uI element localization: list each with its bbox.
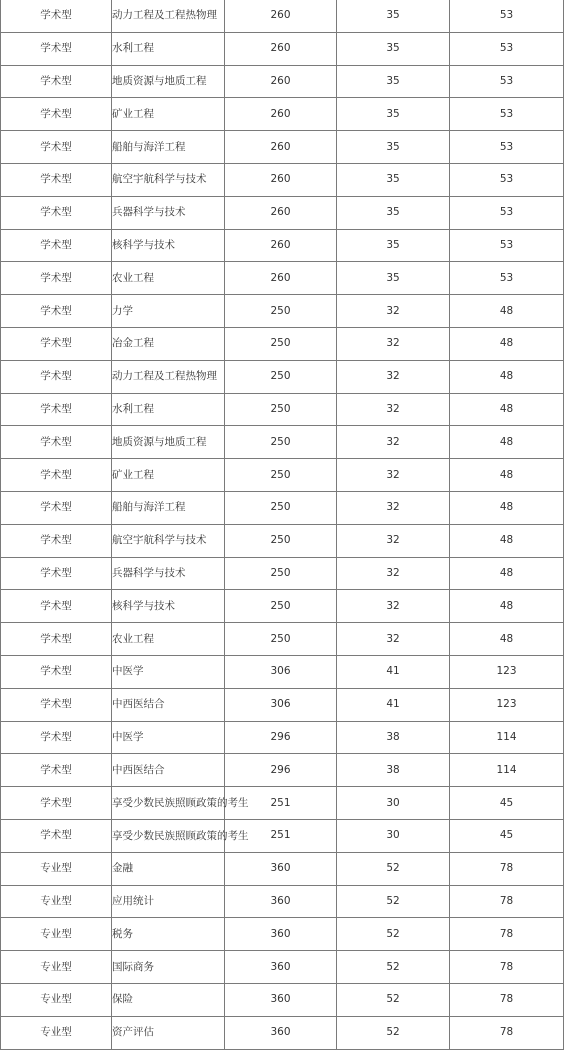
single-subject-100-cell: 35 <box>337 32 450 65</box>
single-subject-150-cell: 48 <box>450 393 564 426</box>
major-name-cell: 水利工程 <box>112 393 225 426</box>
total-score-cell: 360 <box>225 983 337 1016</box>
table-body <box>1 0 564 1049</box>
table-row <box>1 1016 564 1049</box>
major-name-cell: 动力工程及工程热物理 <box>112 360 225 393</box>
degree-type-cell: 学术型 <box>1 623 112 656</box>
major-name-cell: 兵器科学与技术 <box>112 196 225 229</box>
degree-type-cell: 学术型 <box>1 360 112 393</box>
total-score-cell: 260 <box>225 98 337 131</box>
single-subject-150-cell: 48 <box>450 327 564 360</box>
single-subject-150-cell: 45 <box>450 819 564 852</box>
degree-type-cell: 学术型 <box>1 32 112 65</box>
table-row <box>1 426 564 459</box>
degree-type-cell: 学术型 <box>1 295 112 328</box>
table-row <box>1 491 564 524</box>
table-row <box>1 754 564 787</box>
single-subject-100-cell: 35 <box>337 0 450 32</box>
total-score-cell: 250 <box>225 590 337 623</box>
total-score-cell: 250 <box>225 524 337 557</box>
total-score-cell: 260 <box>225 65 337 98</box>
total-score-cell: 250 <box>225 393 337 426</box>
single-subject-100-cell: 32 <box>337 327 450 360</box>
single-subject-100-cell: 41 <box>337 655 450 688</box>
major-name-cell: 税务 <box>112 918 225 951</box>
single-subject-150-cell: 48 <box>450 491 564 524</box>
single-subject-100-cell: 35 <box>337 98 450 131</box>
total-score-cell: 260 <box>225 131 337 164</box>
major-name-cell: 力学 <box>112 295 225 328</box>
total-score-cell: 250 <box>225 426 337 459</box>
total-score-cell: 260 <box>225 196 337 229</box>
degree-type-cell: 学术型 <box>1 393 112 426</box>
single-subject-100-cell: 52 <box>337 852 450 885</box>
degree-type-cell: 学术型 <box>1 787 112 820</box>
major-name-cell: 船舶与海洋工程 <box>112 491 225 524</box>
single-subject-100-cell: 32 <box>337 524 450 557</box>
single-subject-100-cell: 35 <box>337 262 450 295</box>
total-score-cell: 250 <box>225 623 337 656</box>
total-score-cell: 306 <box>225 688 337 721</box>
single-subject-150-cell: 48 <box>450 524 564 557</box>
major-name-cell: 船舶与海洋工程 <box>112 131 225 164</box>
degree-type-cell: 学术型 <box>1 229 112 262</box>
total-score-cell: 250 <box>225 459 337 492</box>
single-subject-150-cell: 53 <box>450 229 564 262</box>
major-name-cell: 航空宇航科学与技术 <box>112 163 225 196</box>
single-subject-100-cell: 32 <box>337 491 450 524</box>
single-subject-100-cell: 35 <box>337 131 450 164</box>
single-subject-100-cell: 35 <box>337 196 450 229</box>
total-score-cell: 250 <box>225 557 337 590</box>
major-name-cell: 中医学 <box>112 721 225 754</box>
table-row <box>1 655 564 688</box>
degree-type-cell: 学术型 <box>1 327 112 360</box>
total-score-cell: 260 <box>225 262 337 295</box>
single-subject-100-cell: 32 <box>337 459 450 492</box>
degree-type-cell: 学术型 <box>1 459 112 492</box>
major-name-cell: 水利工程 <box>112 32 225 65</box>
single-subject-100-cell: 35 <box>337 163 450 196</box>
single-subject-100-cell: 32 <box>337 623 450 656</box>
major-name-cell: 中西医结合 <box>112 754 225 787</box>
single-subject-100-cell: 52 <box>337 885 450 918</box>
single-subject-150-cell: 78 <box>450 1016 564 1049</box>
single-subject-150-cell: 78 <box>450 885 564 918</box>
table-row <box>1 885 564 918</box>
table-row <box>1 360 564 393</box>
degree-type-cell: 学术型 <box>1 491 112 524</box>
major-name-cell: 地质资源与地质工程 <box>112 426 225 459</box>
degree-type-cell: 学术型 <box>1 721 112 754</box>
degree-type-cell: 学术型 <box>1 688 112 721</box>
degree-type-cell: 学术型 <box>1 819 112 852</box>
table-row <box>1 262 564 295</box>
total-score-cell: 250 <box>225 360 337 393</box>
single-subject-150-cell: 53 <box>450 65 564 98</box>
single-subject-150-cell: 53 <box>450 163 564 196</box>
total-score-cell: 360 <box>225 1016 337 1049</box>
single-subject-150-cell: 78 <box>450 918 564 951</box>
single-subject-150-cell: 78 <box>450 852 564 885</box>
table-row <box>1 852 564 885</box>
degree-type-cell: 专业型 <box>1 852 112 885</box>
major-name-cell: 地质资源与地质工程 <box>112 65 225 98</box>
table-row <box>1 623 564 656</box>
single-subject-150-cell: 53 <box>450 32 564 65</box>
total-score-cell: 260 <box>225 0 337 32</box>
single-subject-100-cell: 38 <box>337 754 450 787</box>
major-name-cell: 核科学与技术 <box>112 229 225 262</box>
major-name-cell: 中西医结合 <box>112 688 225 721</box>
single-subject-150-cell: 123 <box>450 688 564 721</box>
single-subject-100-cell: 30 <box>337 819 450 852</box>
table-row <box>1 524 564 557</box>
major-name-cell: 资产评估 <box>112 1016 225 1049</box>
single-subject-100-cell: 41 <box>337 688 450 721</box>
single-subject-150-cell: 48 <box>450 623 564 656</box>
total-score-cell: 251 <box>225 819 337 852</box>
table-row <box>1 557 564 590</box>
total-score-cell: 260 <box>225 163 337 196</box>
major-name-cell: 核科学与技术 <box>112 590 225 623</box>
major-name-cell: 农业工程 <box>112 623 225 656</box>
total-score-cell: 250 <box>225 327 337 360</box>
major-name-cell: 保险 <box>112 983 225 1016</box>
degree-type-cell: 专业型 <box>1 1016 112 1049</box>
major-name-cell: 中医学 <box>112 655 225 688</box>
major-name-cell: 矿业工程 <box>112 98 225 131</box>
major-name-cell: 农业工程 <box>112 262 225 295</box>
table-row <box>1 393 564 426</box>
total-score-cell: 306 <box>225 655 337 688</box>
single-subject-150-cell: 48 <box>450 590 564 623</box>
total-score-cell: 360 <box>225 885 337 918</box>
single-subject-150-cell: 78 <box>450 983 564 1016</box>
table-row <box>1 65 564 98</box>
degree-type-cell: 学术型 <box>1 163 112 196</box>
single-subject-100-cell: 32 <box>337 590 450 623</box>
single-subject-150-cell: 48 <box>450 459 564 492</box>
single-subject-150-cell: 48 <box>450 295 564 328</box>
single-subject-150-cell: 48 <box>450 360 564 393</box>
single-subject-100-cell: 52 <box>337 983 450 1016</box>
single-subject-150-cell: 114 <box>450 721 564 754</box>
total-score-cell: 360 <box>225 918 337 951</box>
total-score-cell: 251 <box>225 787 337 820</box>
single-subject-150-cell: 53 <box>450 98 564 131</box>
total-score-cell: 296 <box>225 754 337 787</box>
degree-type-cell: 学术型 <box>1 524 112 557</box>
degree-type-cell: 学术型 <box>1 754 112 787</box>
degree-type-cell: 学术型 <box>1 262 112 295</box>
degree-type-cell: 学术型 <box>1 557 112 590</box>
major-name-cell: 享受少数民族照顾政策的考生 <box>112 787 225 820</box>
total-score-cell: 260 <box>225 229 337 262</box>
table-row <box>1 951 564 984</box>
single-subject-100-cell: 52 <box>337 1016 450 1049</box>
table-row <box>1 131 564 164</box>
table-row <box>1 163 564 196</box>
single-subject-100-cell: 30 <box>337 787 450 820</box>
total-score-cell: 360 <box>225 852 337 885</box>
degree-type-cell: 学术型 <box>1 0 112 32</box>
degree-type-cell: 学术型 <box>1 655 112 688</box>
total-score-cell: 260 <box>225 32 337 65</box>
single-subject-100-cell: 32 <box>337 426 450 459</box>
table-row <box>1 32 564 65</box>
degree-type-cell: 学术型 <box>1 426 112 459</box>
single-subject-150-cell: 53 <box>450 131 564 164</box>
table-row <box>1 229 564 262</box>
major-name-cell: 航空宇航科学与技术 <box>112 524 225 557</box>
table-row <box>1 918 564 951</box>
table-row <box>1 721 564 754</box>
single-subject-100-cell: 32 <box>337 360 450 393</box>
major-name-cell: 国际商务 <box>112 951 225 984</box>
total-score-cell: 250 <box>225 491 337 524</box>
degree-type-cell: 专业型 <box>1 951 112 984</box>
degree-type-cell: 学术型 <box>1 65 112 98</box>
single-subject-100-cell: 32 <box>337 393 450 426</box>
degree-type-cell: 学术型 <box>1 131 112 164</box>
single-subject-150-cell: 123 <box>450 655 564 688</box>
single-subject-100-cell: 52 <box>337 951 450 984</box>
degree-type-cell: 专业型 <box>1 885 112 918</box>
degree-type-cell: 学术型 <box>1 98 112 131</box>
single-subject-100-cell: 32 <box>337 295 450 328</box>
table-row <box>1 0 564 32</box>
total-score-cell: 250 <box>225 295 337 328</box>
table-row <box>1 196 564 229</box>
single-subject-150-cell: 48 <box>450 426 564 459</box>
table-row <box>1 787 564 820</box>
major-name-cell: 金融 <box>112 852 225 885</box>
degree-type-cell: 学术型 <box>1 196 112 229</box>
single-subject-100-cell: 38 <box>337 721 450 754</box>
single-subject-150-cell: 53 <box>450 196 564 229</box>
total-score-cell: 296 <box>225 721 337 754</box>
single-subject-100-cell: 32 <box>337 557 450 590</box>
major-name-cell: 兵器科学与技术 <box>112 557 225 590</box>
total-score-cell: 360 <box>225 951 337 984</box>
table-row <box>1 327 564 360</box>
single-subject-100-cell: 35 <box>337 65 450 98</box>
single-subject-150-cell: 78 <box>450 951 564 984</box>
degree-type-cell: 学术型 <box>1 590 112 623</box>
table-row <box>1 459 564 492</box>
table-row <box>1 295 564 328</box>
major-name-cell: 矿业工程 <box>112 459 225 492</box>
table-row <box>1 983 564 1016</box>
major-name-cell: 动力工程及工程热物理 <box>112 0 225 32</box>
major-name-cell: 应用统计 <box>112 885 225 918</box>
major-name-cell: 冶金工程 <box>112 327 225 360</box>
single-subject-150-cell: 48 <box>450 557 564 590</box>
table-row <box>1 590 564 623</box>
single-subject-150-cell: 114 <box>450 754 564 787</box>
degree-type-cell: 专业型 <box>1 983 112 1016</box>
table-row <box>1 98 564 131</box>
single-subject-150-cell: 53 <box>450 262 564 295</box>
single-subject-100-cell: 52 <box>337 918 450 951</box>
single-subject-150-cell: 53 <box>450 0 564 32</box>
major-name-cell: 享受少数民族照顾政策的考生 <box>112 819 225 852</box>
table-row <box>1 819 564 852</box>
single-subject-100-cell: 35 <box>337 229 450 262</box>
single-subject-150-cell: 45 <box>450 787 564 820</box>
table-row <box>1 688 564 721</box>
degree-type-cell: 专业型 <box>1 918 112 951</box>
